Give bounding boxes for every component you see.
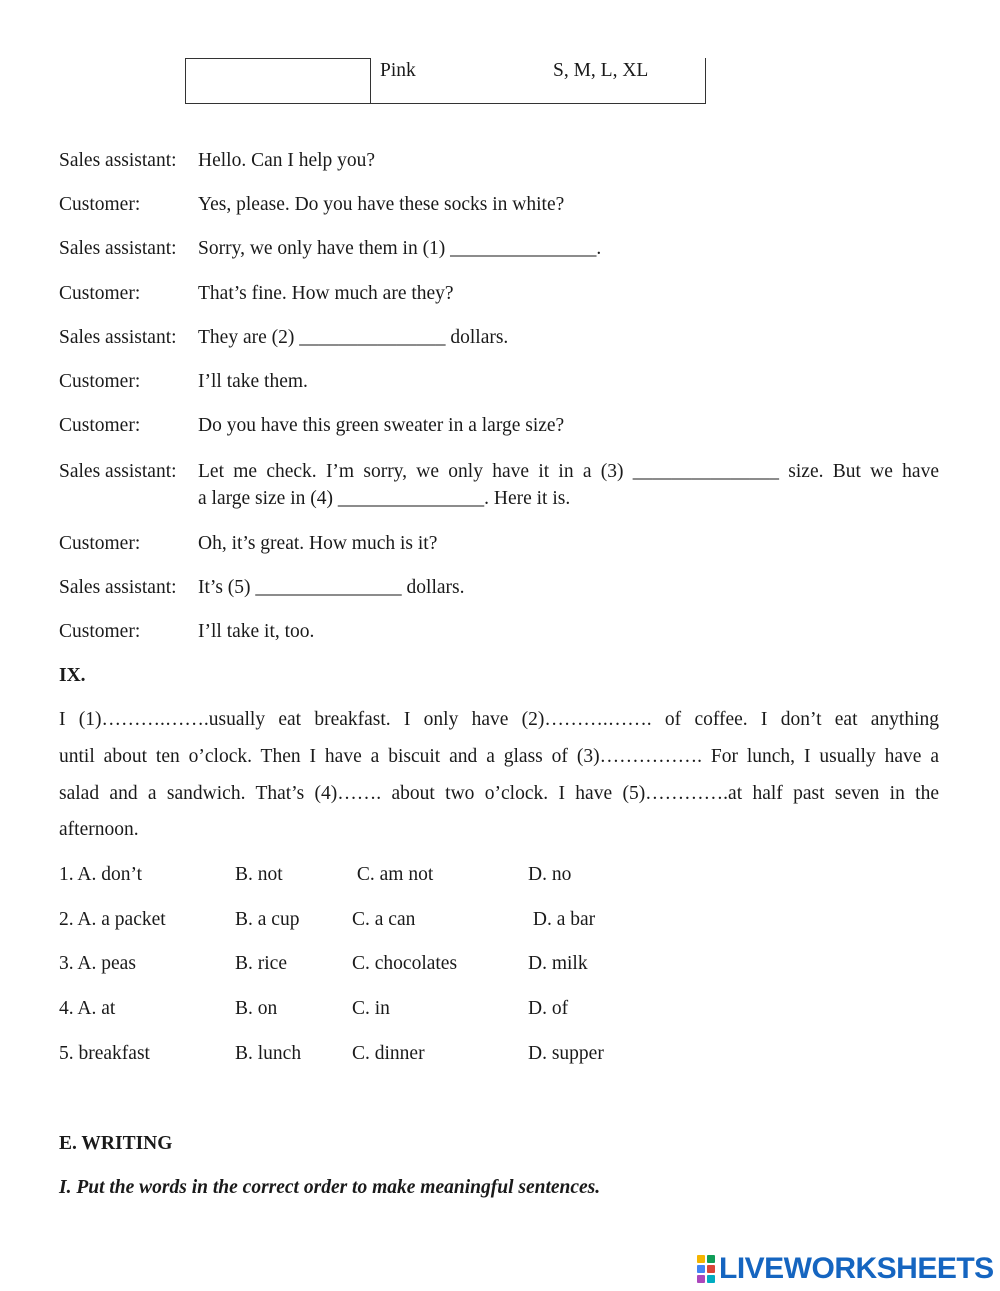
option-2c: C. a can	[352, 909, 416, 930]
table-color: Pink	[380, 60, 416, 81]
option-1d: D. no	[528, 864, 572, 885]
dialogue-line-blank-4: a large size in (4) _______________. Here it is.	[198, 488, 571, 509]
paragraph-line: until about ten o’clock. Then I have a biscuit and a glass of (3)……………. For lunch, I usually have a	[59, 746, 939, 767]
option-5b: B. lunch	[235, 1043, 302, 1064]
dialogue-speaker: Sales assistant:	[59, 577, 177, 598]
writing-heading: E. WRITING	[59, 1133, 173, 1154]
dialogue-line: I’ll take it, too.	[198, 621, 315, 642]
logo-text: LIVEWORKSHEETS	[719, 1252, 994, 1285]
dialogue-speaker: Customer:	[59, 621, 141, 642]
paragraph-line: salad and a sandwich. That’s (4)……. about two o’clock. I have (5)………….at half past seven in the	[59, 783, 939, 804]
dialogue-speaker: Customer:	[59, 533, 141, 554]
section-ix-heading: IX.	[59, 665, 86, 686]
option-4a: 4. A. at	[59, 998, 116, 1019]
logo-icon	[697, 1255, 715, 1283]
dialogue-speaker: Sales assistant:	[59, 238, 177, 259]
table-sizes: S, M, L, XL	[553, 60, 649, 81]
option-2b: B. a cup	[235, 909, 300, 930]
dialogue-line-blank-2: They are (2) _______________ dollars.	[198, 327, 509, 348]
option-1c: C. am not	[352, 864, 434, 885]
option-4d: D. of	[528, 998, 569, 1019]
option-2d: D. a bar	[528, 909, 596, 930]
option-5c: C. dinner	[352, 1043, 425, 1064]
dialogue-line: Do you have this green sweater in a large size?	[198, 415, 565, 436]
dialogue-speaker: Customer:	[59, 415, 141, 436]
dialogue-speaker: Sales assistant:	[59, 461, 177, 482]
dialogue-speaker: Customer:	[59, 371, 141, 392]
option-4c: C. in	[352, 998, 390, 1019]
table-cell-empty	[185, 58, 371, 104]
dialogue-line-blank-5: It’s (5) _______________ dollars.	[198, 577, 465, 598]
option-5d: D. supper	[528, 1043, 604, 1064]
option-3b: B. rice	[235, 953, 287, 974]
dialogue-line: That’s fine. How much are they?	[198, 283, 454, 304]
dialogue-speaker: Sales assistant:	[59, 150, 177, 171]
option-1b: B. not	[235, 864, 283, 885]
dialogue-line: I’ll take them.	[198, 371, 308, 392]
option-3d: D. milk	[528, 953, 588, 974]
dialogue-line: Oh, it’s great. How much is it?	[198, 533, 438, 554]
writing-instruction: I. Put the words in the correct order to make meaningful sentences.	[59, 1177, 601, 1198]
dialogue-speaker: Customer:	[59, 283, 141, 304]
paragraph-line: I (1)……….…….usually eat breakfast. I only have (2)……….……. of coffee. I don’t eat anything	[59, 709, 939, 730]
table-cell-product	[370, 58, 706, 104]
option-4b: B. on	[235, 998, 278, 1019]
option-3c: C. chocolates	[352, 953, 458, 974]
dialogue-speaker: Sales assistant:	[59, 327, 177, 348]
option-1a: 1. A. don’t	[59, 864, 143, 885]
paragraph-line: afternoon.	[59, 819, 139, 840]
dialogue-line-blank-1: Sorry, we only have them in (1) _______________.	[198, 238, 602, 259]
option-5a: 5. breakfast	[59, 1043, 150, 1064]
dialogue-line: Hello. Can I help you?	[198, 150, 376, 171]
dialogue-line-blank-3: Let me check. I’m sorry, we only have it in a (3) _______________ size. But we have	[198, 461, 939, 482]
option-3a: 3. A. peas	[59, 953, 136, 974]
liveworksheets-logo	[697, 1252, 994, 1286]
dialogue-speaker: Customer:	[59, 194, 141, 215]
option-2a: 2. A. a packet	[59, 909, 166, 930]
dialogue-line: Yes, please. Do you have these socks in white?	[198, 194, 565, 215]
